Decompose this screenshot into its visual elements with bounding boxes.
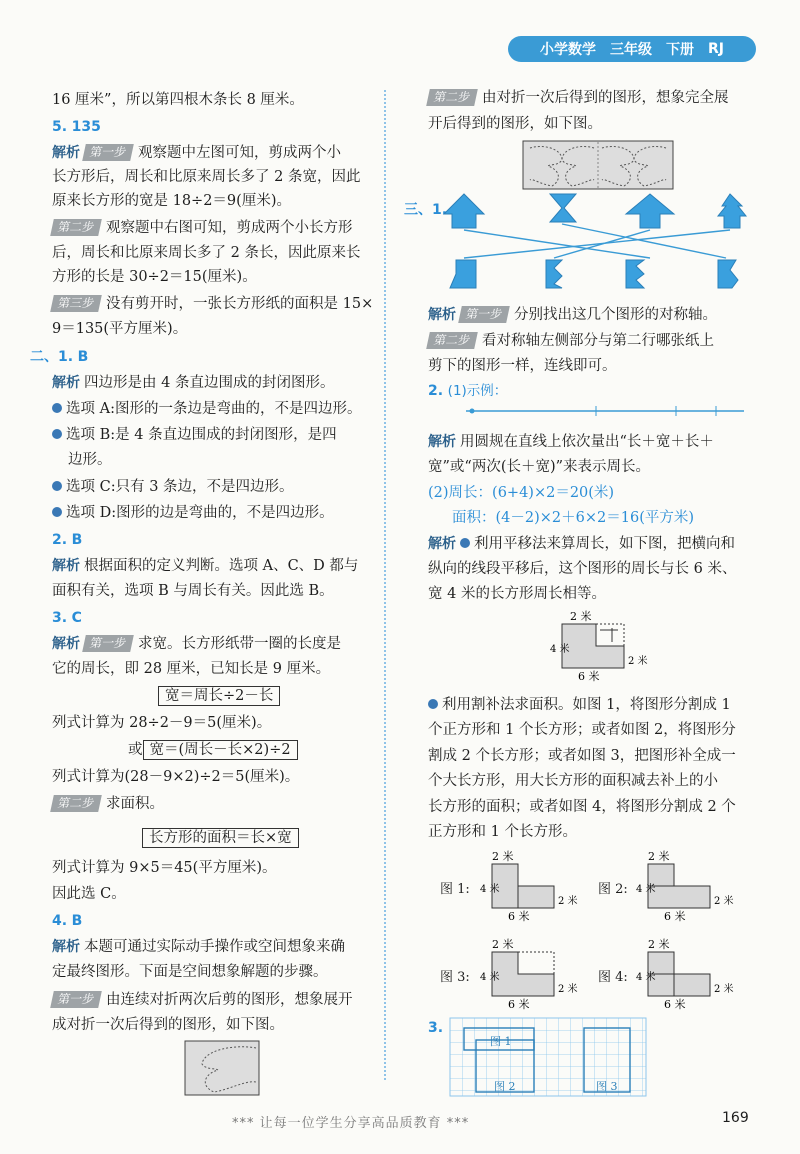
q24-answer: B: [71, 913, 83, 929]
bulb-icon: [428, 699, 438, 709]
text-line: 定最终图形。下面是空间想象解题的步骤。: [52, 964, 328, 980]
label-2m-side: 2 米: [714, 896, 734, 907]
q5-heading: [52, 117, 101, 137]
q23-answer: C: [71, 610, 82, 626]
analysis-tag: 解析: [52, 939, 80, 955]
text: 分别找出这几个图形的对称轴。: [514, 307, 718, 323]
q32-heading: [428, 381, 507, 401]
step-badge: 第一步: [82, 144, 134, 161]
q5-step3: [52, 294, 373, 314]
q33-label: 3.: [428, 1020, 444, 1036]
text-line: 后，周长和比原来周长多了 2 条长，因此原来长: [52, 245, 361, 261]
r13-line: [428, 695, 731, 715]
text: 选项 A:图形的一条边是弯曲的，不是四边形。: [66, 401, 362, 417]
q23-step2: [52, 794, 164, 814]
bullet-line: [52, 425, 337, 445]
analysis-tag: 解析: [428, 434, 456, 450]
q5-answer: 135: [71, 119, 101, 135]
q23-step1: [52, 634, 341, 654]
step-badge: 第二步: [426, 332, 478, 349]
label-2m: 2 米: [648, 938, 670, 951]
r4-line: [428, 331, 714, 351]
butterfly-fold-figure: [184, 1040, 260, 1096]
text: 观察题中左图可知，剪成两个小: [138, 145, 342, 161]
number-line-figure: [466, 402, 748, 420]
grid-label-1: 图 1: [490, 1035, 512, 1048]
text-line: 9＝135(平方厘米)。: [52, 321, 188, 337]
bulb-icon: [460, 538, 470, 548]
bulb-icon: [52, 481, 62, 491]
q33-num: [428, 1018, 443, 1038]
sec3-label: 三、1.: [404, 202, 448, 218]
text: 根据面积的定义判断。选项 A、C、D 都与: [84, 558, 359, 574]
header-volume: 下册: [666, 42, 694, 58]
text: 由对折一次后得到的图形，想象完全展: [482, 90, 729, 106]
label-6m: 6 米: [664, 998, 686, 1011]
fig1-caption: 图 1:: [440, 882, 470, 897]
label-4m: 4 米: [636, 884, 656, 895]
formula: 宽＝周长÷2－长: [158, 686, 280, 706]
grid-figure: [450, 1018, 650, 1098]
bulb-icon: [52, 429, 62, 439]
fig3-shape: [478, 936, 578, 1011]
fig1-shape: [478, 848, 578, 923]
header-grade: 三年级: [610, 42, 652, 58]
bulb-icon: [52, 403, 62, 413]
text-line: 因此选 C。: [52, 886, 126, 902]
label-2m: 2 米: [570, 610, 592, 623]
q5-step2: [52, 218, 353, 238]
q24-num: 4.: [52, 913, 68, 929]
bullet-line: [52, 477, 294, 497]
page-number: 169: [722, 1110, 749, 1126]
text-line: 开后得到的图形，如下图。: [428, 116, 602, 132]
bullet-line: [52, 399, 361, 419]
sec2-num: 二、1.: [30, 349, 74, 365]
text: 利用平移法来算周长，如下图，把横向和: [474, 536, 735, 552]
text-line: 个正方形和 1 个长方形；或者如图 2，将图形分: [428, 722, 736, 738]
analysis-tag: 解析: [52, 375, 80, 391]
r10-line: [428, 534, 735, 554]
label-2m-side: 2 米: [714, 984, 734, 995]
column-divider: [384, 90, 386, 1080]
text-line: 方形的长是 30÷2＝15(厘米)。: [52, 269, 257, 285]
q24-heading: [52, 911, 82, 931]
text: 利用割补法求面积。如图 1，将图形分割成 1: [442, 697, 731, 713]
label-2m: 2 米: [648, 850, 670, 863]
q23-heading: [52, 608, 82, 628]
text: 求宽。长方形纸带一圈的长度是: [138, 636, 342, 652]
text: 选项 D:图形的边是弯曲的，不是四边形。: [66, 505, 334, 521]
label-2m-side: 2 米: [558, 984, 578, 995]
header-subject: 小学数学: [540, 42, 596, 58]
step-badge: 第一步: [82, 635, 134, 652]
matching-diagram: [440, 192, 750, 292]
label-2m: 2 米: [492, 850, 514, 863]
q5-step1: [52, 143, 341, 163]
r-step2: [428, 88, 729, 108]
label-6m: 6 米: [508, 998, 530, 1011]
formula-box: [128, 740, 298, 760]
fig4-shape: [634, 936, 734, 1011]
label-4m: 4 米: [550, 644, 570, 655]
text: 选项 C:只有 3 条边，不是四边形。: [66, 479, 294, 495]
text-line: 宽 4 米的长方形周长相等。: [428, 586, 606, 602]
text-line: 宽”或“两次(长＋宽)”来表示周长。: [428, 459, 651, 475]
header-bar: [508, 36, 756, 62]
text-line: 纵向的线段平移后，这个图形的周长与长 6 米、: [428, 561, 737, 577]
step-badge: 第二步: [50, 219, 102, 236]
label-4m: 4 米: [636, 972, 656, 983]
text-line: 原来长方形的宽是 18÷2＝9(厘米)。: [52, 193, 291, 209]
step-badge: 第一步: [50, 991, 102, 1008]
text: 观察题中右图可知，剪成两个小长方形: [106, 220, 353, 236]
label-6m: 6 米: [664, 910, 686, 923]
analysis-tag: 解析: [52, 636, 80, 652]
formula-box: [142, 828, 299, 848]
text-line: 边形。: [68, 452, 112, 468]
fig4-caption: 图 4:: [598, 970, 628, 985]
text-line: 16 厘米”，所以第四根木条长 8 厘米。: [52, 92, 304, 108]
q21-analysis: [52, 373, 334, 393]
text: 本题可通过实际动手操作或空间想象来确: [84, 939, 345, 955]
header-edition: RJ: [708, 41, 724, 57]
fig2-caption: 图 2:: [598, 882, 628, 897]
analysis-tag: 解析: [428, 307, 456, 323]
label-6m: 6 米: [508, 910, 530, 923]
q32-example: (1)示例：: [447, 383, 508, 399]
bullet-line: [52, 503, 334, 523]
label-6m: 6 米: [578, 670, 600, 683]
text-line: 列式计算为 9×5＝45(平方厘米)。: [52, 860, 277, 876]
step-badge: 第二步: [50, 795, 102, 812]
q23-num: 3.: [52, 610, 68, 626]
analysis-tag: 解析: [428, 536, 456, 552]
text: 选项 B:是 4 条直边围成的封闭图形，是四: [66, 427, 337, 443]
q5-num: 5.: [52, 119, 68, 135]
text: 没有剪开时，一张长方形纸的面积是 15×: [106, 296, 374, 312]
text-line: 长方形后，周长和比原来周长多了 2 条宽，因此: [52, 169, 361, 185]
sec2-answer: B: [77, 349, 89, 365]
text-line: 个大长方形，用大长方形的面积减去补上的小: [428, 773, 718, 789]
q32-num: 2.: [428, 383, 444, 399]
or-text: 或: [128, 742, 143, 758]
label-2m: 2 米: [492, 938, 514, 951]
translation-figure: [548, 608, 648, 683]
label-2m-side: 2 米: [628, 656, 648, 667]
text: 由连续对折两次后剪的图形，想象展开: [106, 992, 353, 1008]
analysis-tag: 解析: [52, 145, 80, 161]
label-4m: 4 米: [480, 884, 500, 895]
sec2-heading: [30, 347, 88, 367]
r3-line: [428, 305, 717, 325]
text-line: 列式计算为 28÷2－9＝5(厘米)。: [52, 715, 272, 731]
q24-analysis: [52, 937, 345, 957]
r6-line: [428, 432, 714, 452]
perimeter-line: (2)周长：(6+4)×2＝20(米): [428, 485, 615, 501]
step-badge: 第三步: [50, 295, 102, 312]
q22-heading: [52, 530, 82, 550]
text: 用圆规在直线上依次量出“长＋宽＋长＋: [460, 434, 714, 450]
grid-label-3: 图 3: [596, 1080, 618, 1093]
text-line: 长方形的面积；或者如图 4，将图形分割成 2 个: [428, 799, 736, 815]
text: 四边形是由 4 条直边围成的封闭图形。: [84, 375, 335, 391]
label-2m-side: 2 米: [558, 896, 578, 907]
text-line: 剪下的图形一样，连线即可。: [428, 358, 617, 374]
q22-analysis: [52, 556, 358, 576]
butterfly-unfold-figure: [522, 140, 674, 190]
grid-label-2: 图 2: [494, 1080, 516, 1093]
fig3-caption: 图 3:: [440, 970, 470, 985]
fig2-shape: [634, 848, 734, 923]
q24-step1: [52, 990, 353, 1010]
text-line: 它的周长，即 28 厘米，已知长是 9 厘米。: [52, 661, 331, 677]
area-line: 面积：(4－2)×2＋6×2＝16(平方米): [452, 510, 695, 526]
formula: 长方形的面积＝长×宽: [142, 828, 299, 848]
formula: 宽＝(周长－长×2)÷2: [143, 740, 298, 760]
text-line: 成对折一次后得到的图形，如下图。: [52, 1017, 284, 1033]
step-badge: 第二步: [426, 89, 478, 106]
text-line: 面积有关，选项 B 与周长有关。因此选 B。: [52, 583, 334, 599]
text: 求面积。: [106, 796, 165, 812]
footer-slogan: *** 让每一位学生分享高品质教育 ***: [232, 1116, 470, 1131]
text-line: 正方形和 1 个长方形。: [428, 824, 577, 840]
q22-answer: B: [71, 532, 83, 548]
text-line: 列式计算为(28－9×2)÷2＝5(厘米)。: [52, 769, 300, 785]
formula-box: [158, 686, 280, 706]
label-4m: 4 米: [480, 972, 500, 983]
text-line: 割成 2 个长方形；或者如图 3，把图形补全成一: [428, 748, 736, 764]
text: 看对称轴左侧部分与第二行哪张纸上: [482, 333, 715, 349]
q22-num: 2.: [52, 532, 68, 548]
step-badge: 第一步: [458, 306, 510, 323]
analysis-tag: 解析: [52, 558, 80, 574]
bulb-icon: [52, 507, 62, 517]
